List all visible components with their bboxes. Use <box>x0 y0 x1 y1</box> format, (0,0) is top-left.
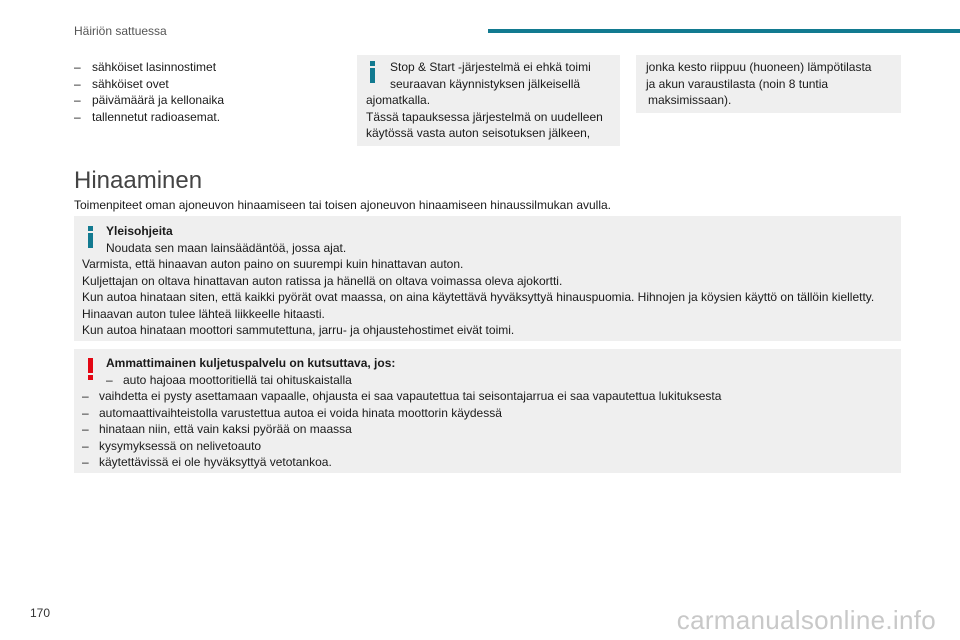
info-icon <box>370 61 375 83</box>
list-item: – kysymyksessä on nelivetoauto <box>82 438 262 453</box>
header-accent-bar <box>488 29 960 33</box>
list-item: – tallennetut radioasemat. <box>74 109 221 124</box>
warning-icon <box>88 358 93 380</box>
header-section-title: Häiriön sattuessa <box>74 24 167 38</box>
reset-items-list <box>74 59 224 125</box>
watermark: carmanualsonline.info <box>676 605 936 635</box>
page-number: 170 <box>30 606 51 620</box>
list-item: – sähköiset lasinnostimet <box>74 60 217 74</box>
towing-warning-note <box>74 349 901 473</box>
list-item: – hinataan niin, että vain kaksi pyörää on maassa <box>82 422 352 436</box>
section-intro: Toimenpiteet oman ajoneuvon hinaamiseen tai toisen ajoneuvon hinaamiseen hinaussilmukan avulla. <box>74 198 612 212</box>
list-item: – vaihdetta ei pysty asettamaan vapaalle, ohjausta ei saa vapautettua tai seisontajarrua ei saa vapautettua lukituksesta <box>82 389 722 403</box>
general-rules-heading: Yleisohjeita <box>106 224 173 238</box>
startstop-info-note: Stop & Start -järjestelmä ei ehkä toimi seuraavan käynnistyksen jälkeisellä ajomatkalla. Tässä tapauksessa järjestelmä on uudelleen käytössä vasta auton seisotuksen jälkeen, <box>357 55 620 146</box>
list-item: – auto hajoaa moottoritiellä tai ohituskaistalla <box>106 372 352 387</box>
list-item: – käytettävissä ei ole hyväksyttyä vetotankoa. <box>82 455 332 469</box>
info-icon <box>88 226 93 248</box>
list-item: – sähköiset ovet <box>74 76 169 91</box>
list-item: – automaattivaihteistolla varustettua autoa ei voida hinata moottorin käydessä <box>82 405 502 420</box>
startstop-info-note-continued: jonka kesto riippuu (huoneen) lämpötilasta ja akun varaustilasta (noin 8 tuntia maksimissaan). <box>636 55 901 113</box>
warning-heading: Ammattimainen kuljetuspalvelu on kutsuttava, jos: <box>106 356 396 370</box>
general-rules-note: Yleisohjeita Noudata sen maan lainsäädäntöä, jossa ajat. Varmista, että hinaavan auton paino on suurempi kuin hinattavan auton. Kuljettajan on oltava hinattavan auton ratissa ja hänellä on oltava voimassa oleva ajokortti. Kun autoa hinataan siten, että kaikki pyörät ovat maassa, on aina käytettävä hyväksyttyä hinauspuomia. Hihnojen ja köysien käyttö on tällöin kielletty. Hinaavan auton tulee lähteä liikkeelle hitaasti. Kun autoa hinataan moottori sammutettuna, jarru- ja ohjaustehostimet eivät toimi. <box>74 216 901 341</box>
section-title: Hinaaminen <box>74 167 203 194</box>
list-item: – päivämäärä ja kellonaika <box>74 93 225 107</box>
